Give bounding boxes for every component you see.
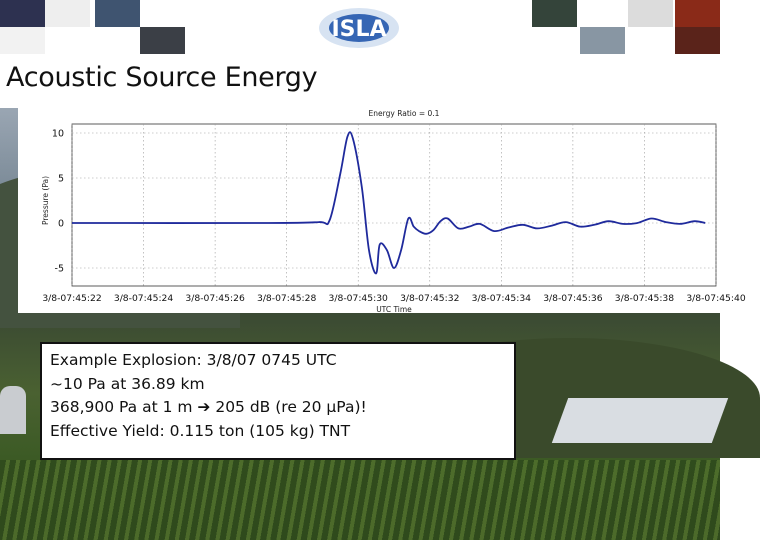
header-photo-tile — [45, 0, 90, 27]
chart-title: Energy Ratio = 0.1 — [368, 109, 440, 118]
y-tick-label: -5 — [54, 263, 64, 275]
isla-logo-icon — [187, 0, 532, 55]
x-tick-label: 3/8-07:45:34 — [471, 293, 532, 304]
header-photo-tile — [628, 27, 673, 54]
pressure-chart — [18, 105, 746, 314]
x-tick-label: 3/8-07:45:24 — [113, 293, 174, 304]
header-photo-tile — [140, 0, 185, 27]
x-tick-label: 3/8-07:45:36 — [543, 293, 603, 304]
header-photo-tile — [532, 0, 577, 27]
explosion-info-callout — [40, 342, 516, 460]
header-photo-tile — [95, 27, 140, 54]
callout-line-pressure-at-range: ~10 Pa at 36.89 km — [50, 374, 205, 393]
x-tick-label: 3/8-07:45:38 — [614, 293, 675, 304]
logo-text: ISLA — [331, 17, 387, 42]
logo-area — [187, 0, 532, 55]
header-photo-tile — [675, 27, 720, 54]
header-photo-tile — [0, 27, 45, 54]
pressure-chart-svg — [18, 105, 746, 314]
field-rows — [0, 460, 720, 540]
header-photo-tile — [580, 27, 625, 54]
header-photo-tile — [0, 0, 45, 27]
header-photo-tile — [580, 0, 625, 27]
header-photo-tile — [532, 27, 577, 54]
callout-line-pressure-at-1m: 368,900 Pa at 1 m ➔ 205 dB (re 20 µPa)! — [50, 398, 367, 416]
greenhouse-roof — [552, 398, 728, 443]
x-tick-label: 3/8-07:45:32 — [400, 293, 460, 304]
header-photo-tile — [140, 27, 185, 54]
header-photo-tile — [95, 0, 140, 27]
y-tick-label: 5 — [57, 173, 64, 185]
y-tick-label: 10 — [51, 128, 64, 140]
callout-line-effective-yield: Effective Yield: 0.115 ton (105 kg) TNT — [50, 421, 351, 440]
y-axis-label: Pressure (Pa) — [41, 175, 50, 226]
x-tick-label: 3/8-07:45:30 — [328, 293, 388, 304]
header-strip — [0, 0, 720, 55]
y-tick-label: 0 — [57, 218, 64, 230]
x-tick-label: 3/8-07:45:40 — [686, 293, 746, 304]
callout-line-explosion: Example Explosion: 3/8/07 0745 UTC — [50, 351, 337, 369]
x-tick-label: 3/8-07:45:26 — [185, 293, 245, 304]
slide-title: Acoustic Source Energy — [6, 62, 318, 93]
header-photo-tile — [675, 0, 720, 27]
silo — [0, 386, 26, 434]
plot-area — [72, 124, 716, 286]
header-photo-tile — [45, 27, 90, 54]
x-tick-label: 3/8-07:45:22 — [42, 293, 102, 304]
x-tick-label: 3/8-07:45:28 — [256, 293, 317, 304]
x-axis-label: UTC Time — [376, 305, 412, 314]
header-photo-tile — [628, 0, 673, 27]
